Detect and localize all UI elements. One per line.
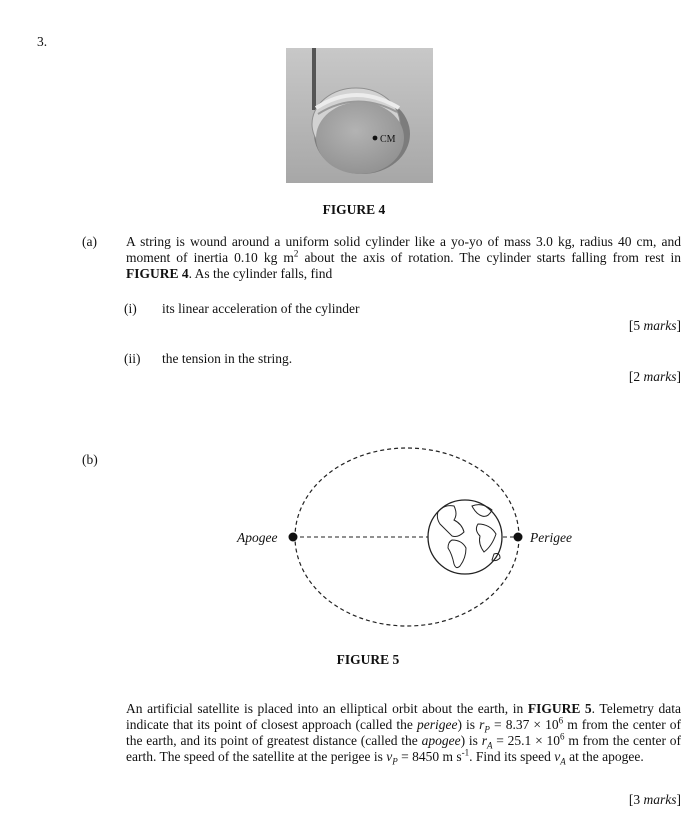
perigee-label: Perigee [530,530,572,545]
question-number: 3. [37,34,48,49]
cm-label: CM [380,134,396,145]
sub-i-marks: [5 marks] [628,318,681,333]
part-a-paragraph: A string is wound around a uniform solid cylinder like a yo-yo of mass 3.0 kg, radius 40 cm, and moment of inertia 0.10 kg $m^2$ about the axis of rotation. The cylinder starts falling from rest in FIGURE 4. As the cylinder falls, find [126,234,681,281]
part-b-paragraph: An artificial satellite is placed into an elliptical orbit about the earth, in FIGURE 5. Telemetry data indicate that its point of closest approach (called the perigee) is $r_P = 8.37 \times 10^6$ m from the center of the earth, and its point of greatest distance (called the apogee) is $r_A = 25.1 \times 10^6$ m from the center of earth. The speed of the satellite at the perigee is $v_P = 8450$ m $s^{-1}$. Find its speed $v_A$ at the apogee. [126,701,682,767]
perigee-point [514,533,523,542]
sub-ii-label: (ii) [124,351,141,366]
part-a-label: (a) [82,234,97,249]
part-b-label: (b) [82,452,98,467]
part-b-marks: [3 marks] [628,792,681,807]
figure-4-caption: FIGURE 4 [322,202,386,217]
sub-ii-text: the tension in the string. [162,351,293,366]
yoyo-cylinder-photo [286,48,433,183]
earth-icon [428,500,502,574]
sub-ii-marks: [2 marks] [628,369,681,384]
sub-i-text: its linear acceleration of the cylinder [162,301,360,316]
orbit-diagram [226,440,586,630]
apogee-label: Apogee [237,530,278,545]
sub-i-label: (i) [124,301,137,316]
figure-5-caption: FIGURE 5 [336,652,400,667]
apogee-point [289,533,298,542]
